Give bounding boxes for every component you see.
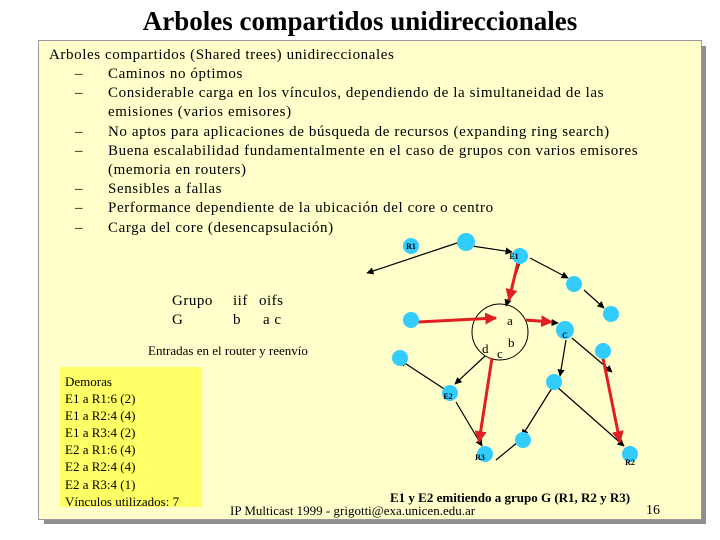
links-used: Vínculos utilizados: 7 xyxy=(65,493,180,509)
delay-item: E2 a R3:4 (1) xyxy=(65,476,136,492)
router-node xyxy=(403,312,419,328)
delay-item: E2 a R1:6 (4) xyxy=(65,442,136,458)
delay-item: E1 a R1:6 (2) xyxy=(65,391,136,407)
slide-title: Arboles compartidos unidireccionales xyxy=(142,6,578,36)
page-number: 16 xyxy=(646,503,660,518)
delays-title: Demoras xyxy=(65,374,112,389)
dash-icon: – xyxy=(75,123,84,140)
delay-item: E1 a R2:4 (4) xyxy=(65,408,136,424)
sender-e1 xyxy=(509,248,528,264)
svg-text:E2: E2 xyxy=(443,392,453,401)
router-node xyxy=(392,350,408,366)
receiver-r3 xyxy=(475,446,493,462)
table-header-iif: iif xyxy=(233,293,248,309)
router-node xyxy=(546,374,562,390)
bullet-item: – Sensibles a fallas xyxy=(75,180,668,199)
svg-text:E1: E1 xyxy=(509,252,519,261)
router-node xyxy=(603,306,619,322)
table-cell-iif: b xyxy=(233,312,241,328)
delay-item: E1 a R3:4 (2) xyxy=(65,425,136,441)
dash-icon: – xyxy=(75,219,84,236)
router-node xyxy=(595,343,611,359)
table-caption: Entradas en el router y reenvío xyxy=(148,343,308,358)
table-cell-group: G xyxy=(172,312,184,328)
interface-c-label: c xyxy=(497,346,503,361)
dash-icon: – xyxy=(75,85,84,102)
dash-icon: – xyxy=(75,66,84,82)
core-node-c xyxy=(556,321,574,340)
bullet-item: – Considerable carga en los vínculos, dependiendo de la simultaneidad de las emisiones (varios emisores) xyxy=(75,85,605,121)
bullet-item: – Carga del core (desencapsulación) xyxy=(75,219,668,238)
bullet-item: – Caminos no óptimos xyxy=(75,65,668,84)
router-node xyxy=(457,233,475,251)
bullet-item: – Buena escalabilidad fundamentalmente en el caso de grupos con varios emisores (memoria en routers) xyxy=(75,142,639,179)
table-header-oifs: oifs xyxy=(259,293,284,309)
table-cell-oifs: a c xyxy=(263,312,282,328)
svg-text:R2: R2 xyxy=(625,458,635,467)
router-r1 xyxy=(403,238,419,254)
footer-credit: IP Multicast 1999 - grigotti@exa.unicen.edu.ar xyxy=(230,503,476,518)
router-node xyxy=(515,432,531,448)
main-heading: Arboles compartidos (Shared trees) unidireccionales xyxy=(49,47,395,63)
delay-item: E2 a R2:4 (4) xyxy=(65,459,136,475)
bullet-item: – No aptos para aplicaciones de búsqueda de recursos (expanding ring search) xyxy=(75,123,668,142)
dash-icon: – xyxy=(75,200,84,217)
interface-a-label: a xyxy=(507,313,513,328)
dash-icon: – xyxy=(75,142,84,159)
bullet-item: – Performance dependiente de la ubicación del core o centro xyxy=(75,199,668,218)
table-header-group: Grupo xyxy=(172,293,213,309)
svg-text:R3: R3 xyxy=(475,453,485,462)
router-node xyxy=(566,276,582,292)
svg-text:C: C xyxy=(562,331,568,340)
svg-text:R1: R1 xyxy=(406,242,416,251)
diagram-caption: E1 y E2 emitiendo a grupo G (R1, R2 y R3) xyxy=(390,490,631,505)
receiver-r2 xyxy=(622,446,638,467)
dash-icon: – xyxy=(75,181,84,198)
sender-e2 xyxy=(442,385,458,401)
interface-d-label: d xyxy=(482,341,489,356)
interface-b-label: b xyxy=(508,335,515,350)
